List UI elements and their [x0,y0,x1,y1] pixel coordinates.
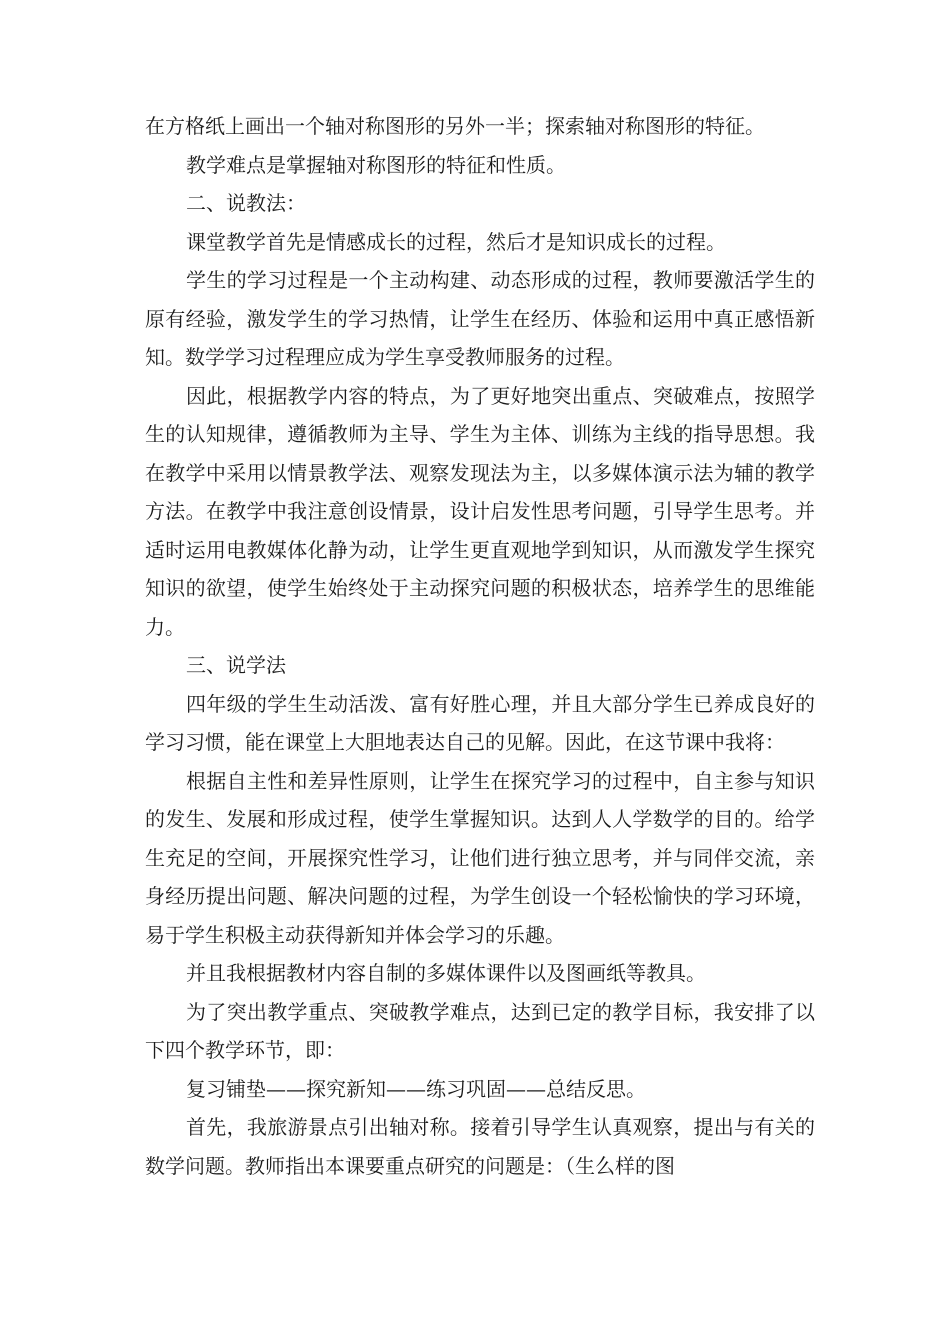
paragraph: 根据自主性和差异性原则，让学生在探究学习的过程中，自主参与知识的发生、发展和形成过程，使学生掌握知识。达到人人学数学的目的。给学生充足的空间，开展探究性学习，让他们进行独立思考，并与同伴交流，亲身经历提出问题、解决问题的过程，为学生创设一个轻松愉快的学习环境，易于学生积极主动获得新知并体会学习的乐趣。 [145,768,815,947]
section-heading: 二、说教法： [186,191,306,215]
paragraph: 因此，根据教学内容的特点，为了更好地突出重点、突破难点，按照学生的认知规律，遵循教师为主导、学生为主体、训练为主线的指导思想。我在教学中采用以情景教学法、观察发现法为主，以多媒体演示法为辅的教学方法。在教学中我注意创设情景，设计启发性思考问题，引导学生思考。并适时运用电教媒体化静为动，让学生更直观地学到知识，从而激发学生探究知识的欲望，使学生始终处于主动探究问题的积极状态，培养学生的思维能力。 [145,383,815,639]
paragraph: 并且我根据教材内容自制的多媒体课件以及图画纸等教具。 [186,961,706,985]
paragraph: 课堂教学首先是情感成长的过程，然后才是知识成长的过程。 [186,229,726,254]
paragraph: 在方格纸上画出一个轴对称图形的另外一半；探索轴对称图形的特征。 [145,114,765,138]
paragraph: 四年级的学生生动活泼、富有好胜心理，并且大部分学生已养成良好的学习习惯，能在课堂上大胆地表达自己的见解。因此，在这节课中我将： [145,691,815,754]
paragraph: 复习铺垫——探究新知——练习巩固——总结反思。 [186,1076,646,1101]
document-body [145,107,815,1185]
paragraph: 学生的学习过程是一个主动构建、动态形成的过程，教师要激活学生的原有经验，激发学生的学习热情，让学生在经历、体验和运用中真正感悟新知。数学学习过程理应成为学生享受教师服务的过程。 [145,268,815,369]
paragraph: 教学难点是掌握轴对称图形的特征和性质。 [186,152,566,177]
section-heading: 三、说学法 [186,653,286,677]
paragraph: 首先，我旅游景点引出轴对称。接着引导学生认真观察，提出与有关的数学问题。教师指出本课要重点研究的问题是：（生么样的图 [145,1115,815,1178]
paragraph: 为了突出教学重点、突破教学难点，达到已定的教学目标，我安排了以下四个教学环节，即： [145,999,815,1062]
